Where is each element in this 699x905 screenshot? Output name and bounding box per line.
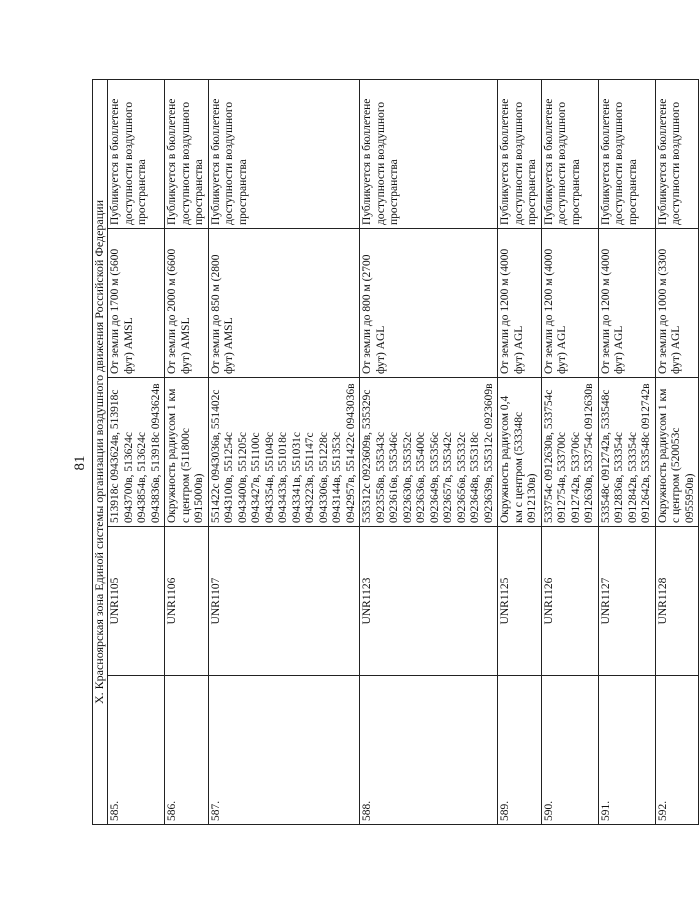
publication-note: Публикуется в бюллетене доступности воздушного пространства: [208, 80, 360, 229]
publication-note: Публикуется в бюллетене доступности воздушного пространства: [598, 80, 655, 229]
zone-code: UNR1107: [208, 527, 360, 676]
publication-note: Публикуется в бюллетене доступности воздушного пространства: [165, 80, 209, 229]
table-row: [498, 80, 542, 825]
altitude-limits: От земли до 1200 м (4000 фут) AGL: [541, 229, 598, 378]
altitude-limits: От земли до 1200 м (4000 фут) AGL: [598, 229, 655, 378]
zone-code: UNR1128: [655, 527, 699, 676]
table-row: [165, 80, 209, 825]
altitude-limits: От земли до 1700 м (5600 фут) AMSL: [108, 229, 165, 378]
row-number: 587.: [208, 676, 360, 825]
zone-code: UNR1123: [360, 527, 498, 676]
row-number: 590.: [541, 676, 598, 825]
altitude-limits: От земли до 800 м (2700 фут) AGL: [360, 229, 498, 378]
altitude-limits: От земли до 850 м (2800 фут) AMSL: [208, 229, 360, 378]
publication-note: Публикуется в бюллетене доступности воздушного пространства: [360, 80, 498, 229]
page-number: 81: [72, 455, 88, 471]
altitude-limits: От земли до 1000 м (3300 фут) AGL: [655, 229, 699, 378]
zone-boundary: Окружность радиусом 1 км с центром (520053с 0955950в): [655, 378, 699, 527]
table-row: [108, 80, 165, 825]
publication-note: Публикуется в бюллетене доступности воздушного пространства: [541, 80, 598, 229]
altitude-limits: От земли до 1200 м (4000 фут) AGL: [498, 229, 542, 378]
row-number: 588.: [360, 676, 498, 825]
table-row: [598, 80, 655, 825]
zone-boundary: 551422с 0943036в, 551402с 0943100в, 551254с 0943400в, 551205с 0943427в, 551100с 0943354в, 551049с 0943433в, 551018с 0943341в, 551031с 0943223в, 551147с 0943306в, 551228с 0943144в, 551353с 0942957в, 551422с 0943036в: [208, 378, 360, 527]
zone-code: UNR1125: [498, 527, 542, 676]
zone-code: UNR1126: [541, 527, 598, 676]
row-number: 586.: [165, 676, 209, 825]
zone-code: UNR1127: [598, 527, 655, 676]
publication-note: Публикуется в бюллетене доступности воздушного пространства: [498, 80, 542, 229]
row-number: 591.: [598, 676, 655, 825]
airspace-table: [92, 79, 699, 825]
zone-boundary: 533754с 0912630в, 533754с 0912754в, 533700с 0912742в, 533706с 0912630в, 533754с 0912630в: [541, 378, 598, 527]
zone-code: UNR1106: [165, 527, 209, 676]
section-header-row: [93, 80, 108, 825]
row-number: 589.: [498, 676, 542, 825]
table-row: [208, 80, 360, 825]
row-number: 592.: [655, 676, 699, 825]
zone-boundary: 533548с 0912742в, 533548с 0912836в, 533354с 0912842в, 533354с 0912642в, 533548с 0912742в: [598, 378, 655, 527]
zone-boundary: Окружность радиусом 1 км с центром (511800с 0915000в): [165, 378, 209, 527]
zone-boundary: Окружность радиусом 0,4 км с центром (533348с 0912130в): [498, 378, 542, 527]
zone-boundary: 535312с 0923609в, 535329с 0923558в, 535343с 0923616в, 535346с 0923630в, 535352с 0923636в, 535400с 0923649в, 535356с 0923657в, 535342с 0923656в, 535332с 0923648в, 535318с 0923639в, 535312с 0923609в: [360, 378, 498, 527]
table-row: [655, 80, 699, 825]
zone-boundary: 513918с 0943624в, 513918с 0943700в, 513624с 0943854в, 513624с 0943836в, 513918с 0943624в: [108, 378, 165, 527]
publication-note: Публикуется в бюллетене доступности воздушного пространства: [108, 80, 165, 229]
section-title: X. Красноярская зона Единой системы организации воздушного движения Российской Федерации: [93, 80, 108, 825]
zone-code: UNR1105: [108, 527, 165, 676]
publication-note: Публикуется в бюллетене доступности воздушного: [655, 80, 699, 229]
table-row: [541, 80, 598, 825]
table-row: [360, 80, 498, 825]
rotated-table-container: [92, 79, 696, 825]
altitude-limits: От земли до 2000 м (6600 фут) AMSL: [165, 229, 209, 378]
row-number: 585.: [108, 676, 165, 825]
